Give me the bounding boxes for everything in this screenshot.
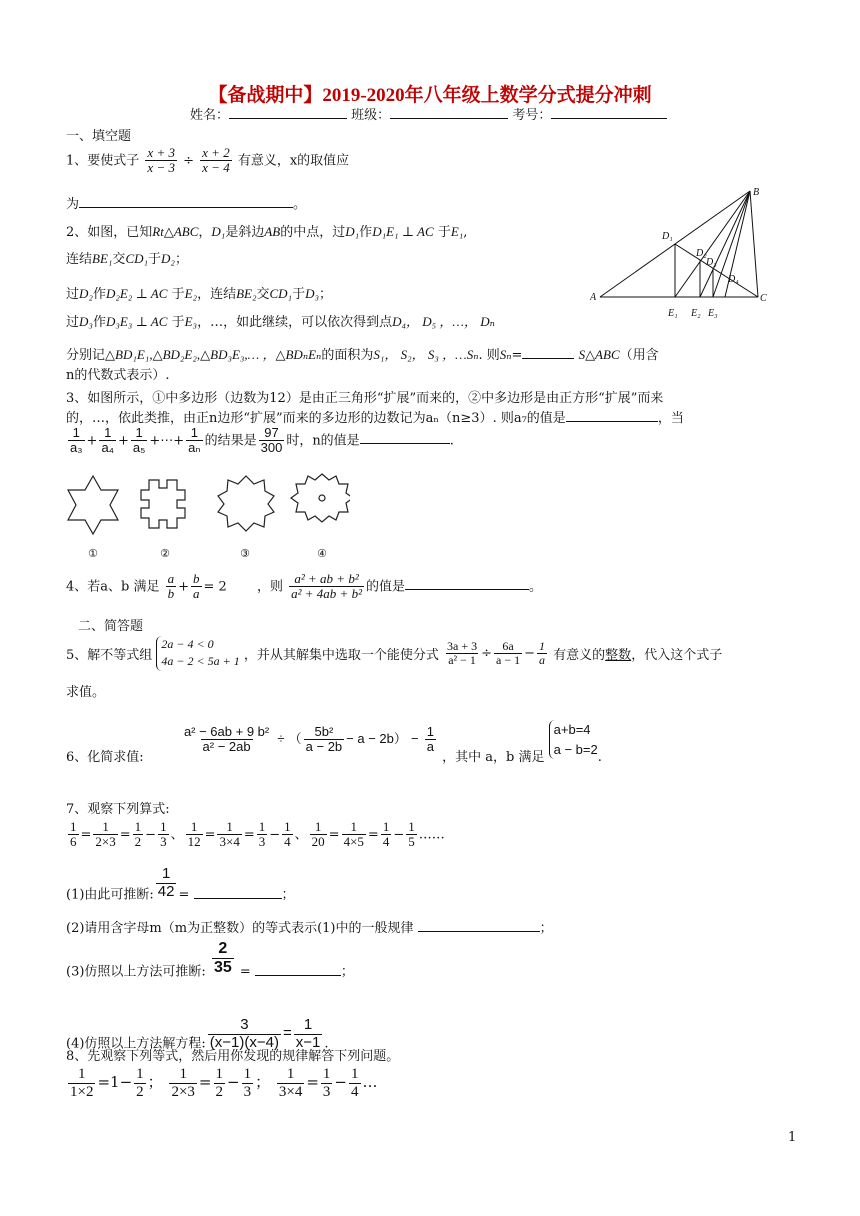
- q8-eq3-a: $\frac{1}{3}$: [322, 1066, 331, 1100]
- q7-answer-blank-3[interactable]: [255, 963, 341, 976]
- q5-line2: 求值。: [66, 685, 106, 700]
- q7-equation-left: $\frac{3}{(x-1)(x-4)}$: [209, 1016, 279, 1051]
- label-b: B: [753, 187, 760, 198]
- q8-eq1-lhs: $\frac{1}{1\times 2}$: [70, 1066, 94, 1100]
- q7-eq1-mid: $\frac{1}{2\times 3}$: [95, 819, 116, 850]
- q6-frac-paren: $\frac{\text{5b²}}{a - 2b}$: [305, 723, 343, 754]
- q2-line6: n的代数式表示）.: [66, 368, 170, 383]
- q8-eq3-b: $\frac{1}{4}$: [351, 1066, 359, 1100]
- q8-eq1-b: $\frac{1}{2}$: [136, 1066, 144, 1100]
- q2-line1: 2、如图，已知Rt△ABC，D₁是斜边AB的中点，过D₁作D₁E₁ ⊥ AC 于E₁,: [66, 224, 468, 240]
- sum-term-n: $\frac{1}{\text{aₙ}}$: [188, 425, 201, 456]
- q7-two-over-35: $\frac{2}{35}$: [213, 940, 232, 976]
- q7-eq3-a: $\frac{1}{4}$: [382, 819, 390, 850]
- label-e1: E₁: [668, 308, 678, 319]
- side-bc: [750, 191, 758, 297]
- q1-pre: 1、要使式子: [66, 153, 140, 169]
- triangle-figure: [590, 183, 790, 323]
- label-e2: E₂: [691, 308, 701, 319]
- q5-frac-2: $\frac{6a}{a - 1}$: [496, 638, 521, 667]
- shape-3: [218, 476, 274, 531]
- q7-eq2-mid: $\frac{1}{3\times 4}$: [219, 819, 240, 850]
- q7-eq1-a: $\frac{1}{2}$: [134, 819, 142, 850]
- q3-line2: 的，…，依此类推，由正n边形“扩展”而来的多边形的边数记为aₙ（n≥3）. 则a₇的值是 ，当: [66, 411, 684, 426]
- q7-eq3-b: $\frac{1}{5}$: [408, 819, 415, 850]
- q7-answer-blank-1[interactable]: [194, 886, 282, 899]
- q5-frac-3: $\frac{1}{a}$: [539, 638, 546, 667]
- q8-eq2-lhs: $\frac{1}{2\times 3}$: [171, 1066, 195, 1100]
- shape-4-center: [319, 495, 325, 501]
- q2-answer-blank[interactable]: [522, 346, 574, 359]
- q7-part1: (1)由此可推断: $\frac{1}{42}$ = ；: [66, 865, 295, 903]
- section-short-answer: 二、简答题: [78, 619, 144, 634]
- result-fraction: $\frac{97}{300}$: [260, 425, 283, 456]
- q1-post: 有意义，x的取值应: [237, 153, 350, 169]
- q2-line5: 分别记△BD₁E₁,△BD₂E₂,△BD₃E₃,… ，△BDₙEₙ的面积为S₁， S₂， S₃ ，…Sₙ. 则Sₙ= S△ABC（用含: [66, 347, 659, 363]
- q7-eq3-mid: $\frac{1}{4\times 5}$: [343, 819, 364, 850]
- class-label: 班级：: [351, 108, 391, 123]
- q8-title: 8、先观察下列等式，然后用你发现的规律解答下列问题。: [66, 1049, 400, 1064]
- q7-answer-blank-2[interactable]: [418, 919, 540, 932]
- q7-eq3-lhs: $\frac{1}{20}$: [311, 819, 325, 850]
- q5-inequality-system: 2a − 4 < 0 4a − 2 < 5a + 1: [156, 636, 239, 671]
- q6-condition-system: a+b=4 a − b=2: [549, 720, 598, 759]
- shape-label-2: ②: [160, 547, 170, 560]
- q7-part4: (4)仿照以上方法解方程: $\frac{3}{(x-1)(x-4)}$ = $\frac{1}{x-1}$ .: [66, 1016, 329, 1052]
- name-label: 姓名：: [190, 108, 230, 123]
- sum-term-2: $\frac{1}{\text{a₄}}$: [101, 425, 114, 456]
- q3-line1: 3、如图所示，①中多边形（边数为12）是由正三角形“扩展”而来的，②中多边形是由正方形“扩展”而来: [66, 391, 664, 406]
- q1-fraction-2: $\frac{x + 2}{x - 4}$: [202, 145, 230, 176]
- q3-line3: $\frac{1}{\text{a₃}}$ + $\frac{1}{\text{a₄}}$ + $\frac{1}{\text{a₅}}$ +⋯+ $\frac{1}{\text{aₙ}}$ 的结果是 $\frac{97}{300}$ 时，n的值是 .: [70, 425, 454, 456]
- q6-line: 6、化简求值: $\frac{\text{a² − 6ab + 9 b²}}{\text{a² − 2ab}}$ ÷ （ $\frac{\text{5b²}}{a - 2b}$ − a − 2b） − $\frac{1}{a}$ ，其中 a，b 满足 a+b=4 a − b=2 .: [66, 722, 602, 765]
- q1-divide: ÷: [183, 153, 195, 169]
- q4-line: 4、若a、b 满足 $\frac{a}{b}$ + $\frac{b}{a}$ = 2 ，则 $\frac{\text{a² + ab + b²}}{\text{a² + 4ab + b²}}$ 的值是 。: [66, 571, 542, 602]
- q7-eq1-b: $\frac{1}{3}$: [160, 819, 167, 850]
- q7-eq2-lhs: $\frac{1}{12}$: [187, 819, 201, 850]
- class-blank[interactable]: [390, 106, 508, 119]
- q7-eq2-b: $\frac{1}{4}$: [284, 819, 291, 850]
- page-title: 【备战期中】2019-2020年八年级上数学分式提分冲刺: [208, 85, 652, 106]
- q2-line3: 过D₂作D₂E₂ ⊥ AC 于E₂，连结BE₂交CD₁于D₃；: [66, 286, 333, 302]
- star-shapes: [60, 472, 350, 562]
- q5-line: 5、解不等式组 2a − 4 < 0 4a − 2 < 5a + 1 ，并从其解集中选取一个能使分式 $\frac{3a + 3}{\text{a² − 1}}$ ÷ $\frac{6a}{a - 1}$ − $\frac{1}{a}$ 有意义的整数，代入这个式子: [66, 636, 722, 671]
- q5-frac-1: $\frac{3a + 3}{\text{a² − 1}}$: [447, 638, 478, 667]
- q3-answer-blank-1[interactable]: [566, 409, 658, 422]
- q7-title: 7、观察下列算式:: [66, 802, 170, 817]
- q1-fraction-1: $\frac{x + 3}{x - 3}$: [147, 145, 175, 176]
- label-e3: E₃: [708, 308, 718, 319]
- q8-eq2-b: $\frac{1}{3}$: [243, 1066, 252, 1100]
- q1-line2: 为 。: [66, 197, 307, 212]
- q4-a-over-b: $\frac{a}{b}$: [167, 571, 175, 602]
- q7-part3: (3)仿照以上方法可推断: $\frac{2}{35}$ = ；: [66, 940, 354, 980]
- shape-label-3: ③: [240, 547, 250, 560]
- q2-line2: 连结BE₁交CD₁于D₂；: [66, 251, 188, 267]
- q8-eq3-lhs: $\frac{1}{3\times 4}$: [278, 1066, 303, 1100]
- shape-label-4: ④: [317, 547, 327, 560]
- q2-line4: 过D₃作D₃E₃ ⊥ AC 于E₃，…，如此继续，可以依次得到点D₄， D₅ ，…， Dₙ: [66, 314, 495, 330]
- q4-expression: $\frac{\text{a² + ab + b²}}{\text{a² + 4ab + b²}}$: [291, 571, 362, 602]
- page-number: 1: [788, 1130, 797, 1145]
- q6-frac-main: $\frac{\text{a² − 6ab + 9 b²}}{\text{a² − 2ab}}$: [183, 723, 270, 754]
- q4-b-over-a: $\frac{b}{a}$: [193, 571, 200, 602]
- polygon-figures: [60, 472, 350, 562]
- q7-eq1-lhs: $\frac{1}{6}$: [70, 819, 77, 850]
- q1-answer-blank[interactable]: [79, 195, 293, 208]
- q4-answer-blank[interactable]: [405, 577, 529, 590]
- q8-eq2-a: $\frac{1}{2}$: [215, 1066, 223, 1100]
- name-blank[interactable]: [229, 106, 347, 119]
- q7-equation-right: $\frac{1}{x-1}$: [295, 1016, 321, 1051]
- sum-term-1: $\frac{1}{\text{a₃}}$: [70, 425, 83, 456]
- segment-cd1: [675, 244, 758, 297]
- exam-label: 考号：: [512, 108, 552, 123]
- question-1: [66, 146, 349, 176]
- shape-2: [141, 480, 185, 528]
- q7-equations: $\frac{1}{6}$ = $\frac{1}{2\times 3}$ = $\frac{1}{2}$ − $\frac{1}{3}$ 、 $\frac{1}{12}$ = $\frac{1}{3\times 4}$ = $\frac{1}{3}$ − $\frac{1}{4}$ 、 $\frac{1}{20}$ = $\frac{1}{4\times 5}$ = $\frac{1}{4}$ − $\frac{1}{5}$ ……: [70, 819, 445, 850]
- q7-part2: (2)请用含字母m（m为正整数）的等式表示(1)中的一般规律 ；: [66, 921, 553, 936]
- exam-blank[interactable]: [551, 106, 667, 119]
- label-d3: D₃: [706, 257, 717, 268]
- shape-1: [68, 476, 118, 534]
- q3-answer-blank-2[interactable]: [360, 431, 450, 444]
- shape-label-1: ①: [88, 547, 98, 560]
- label-d1: D₁: [662, 231, 673, 242]
- label-a: A: [590, 292, 597, 303]
- label-d2: D₂: [696, 248, 707, 259]
- label-d4: D₄: [728, 274, 739, 285]
- section-fill-in: 一、填空题: [66, 129, 132, 144]
- label-c: C: [760, 293, 767, 304]
- q7-one-over-42: $\frac{1}{42}$: [157, 865, 175, 900]
- segment-be2: [700, 191, 750, 297]
- q8-equations: $\frac{1}{1\times 2}$ =1− $\frac{1}{2}$ ； $\frac{1}{2\times 3}$ = $\frac{1}{2}$ − $\frac{1}{3}$ ； $\frac{1}{3\times 4}$ = $\frac{1}{3}$ − $\frac{1}{4}$ …: [70, 1066, 378, 1100]
- sum-term-3: $\frac{1}{\text{a₅}}$: [132, 425, 146, 456]
- q7-eq2-a: $\frac{1}{3}$: [258, 819, 266, 850]
- q6-frac-one-over-a: $\frac{1}{a}$: [426, 723, 435, 754]
- student-info-line: [190, 104, 667, 123]
